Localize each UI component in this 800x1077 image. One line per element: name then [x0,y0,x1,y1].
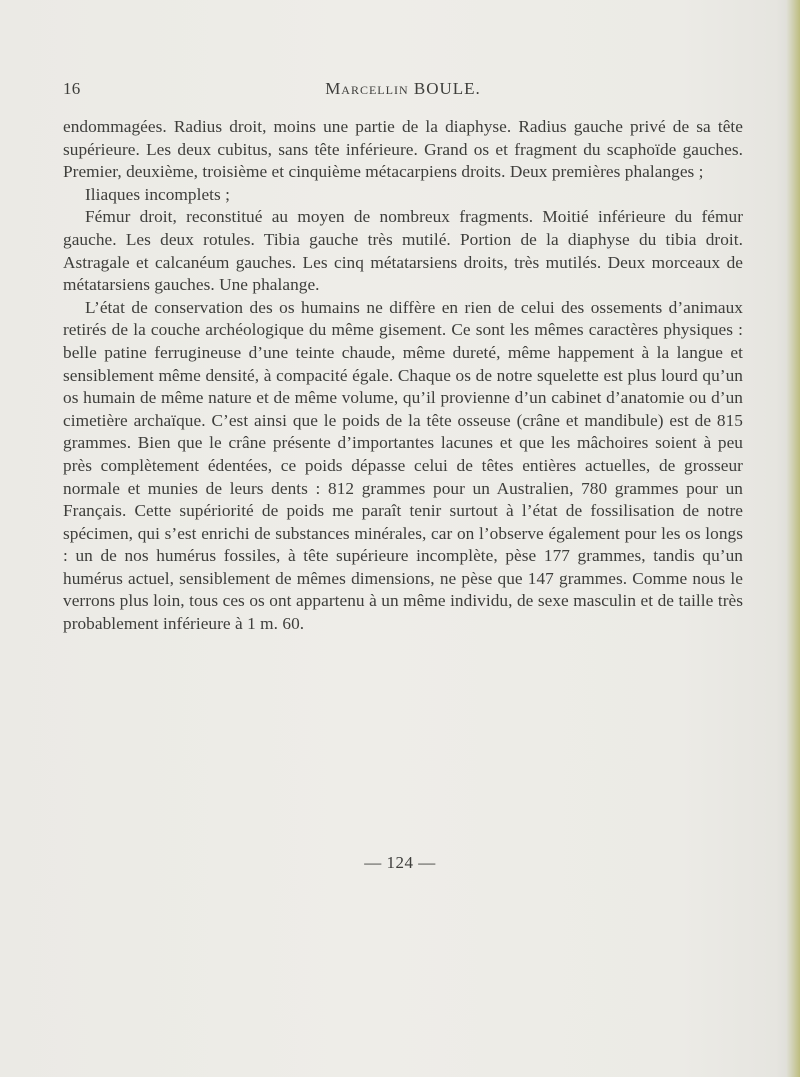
paragraph-conservation: L’état de conservation des os humains ne diffère en rien de celui des ossements d’animaux retirés de la couche archéologique du même gisement. Ce sont les mêmes caractères physiques : belle patine ferrugineuse d’une teinte chaude, même dureté, même happement à la langue et sensiblement même densité, à compacité égale. Chaque os de notre squelette est plus lourd qu’un os humain de même nature et de même volume, qu’il provienne d’un cabinet d’anatomie ou d’un cimetière archaïque. C’est ainsi que le poids de la tête osseuse (crâne et mandibule) est de 815 grammes. Bien que le crâne présente d’importantes lacunes et que les mâchoires soient à peu près complètement édentées, ce poids dépasse celui de têtes entières actuelles, de grosseur normale et munies de leurs dents : 812 grammes pour un Australien, 780 grammes pour un Français. Cette supériorité de poids me paraît tenir surtout à l’état de fossilisation de notre spécimen, qui s’est enrichi de substances minérales, car on l’observe également pour les os longs : un de nos humérus fossiles, à tête supérieure incomplète, pèse 177 grammes, tandis qu’un humérus actuel, sensiblement de mêmes dimensions, ne pèse que 147 grammes. Comme nous le verrons plus loin, tous ces os ont appartenu à un même individu, de sexe masculin et de taille très probablement inférieure à 1 m. 60. [63,297,743,634]
running-head [63,79,743,101]
page-edge-discoloration [786,0,800,1077]
paragraph-iliac: Iliaques incomplets ; [85,184,231,204]
paragraph-bone-list-legs: Fémur droit, reconstitué au moyen de nombreux fragments. Moitié inférieure du fémur gauche. Les deux rotules. Tibia gauche très mutilé. Portion de la diaphyse du tibia droit. Astragale et calcanéum gauches. Les cinq métatarsiens droits, très mutilés. Deux morceaux de métatarsiens gauches. Une phalange. [63,207,743,295]
body-text [63,116,743,636]
footer-folio: — 124 — [364,853,436,872]
running-title: Marcellin BOULE. [325,79,481,98]
page-number: 16 [63,79,81,98]
paragraph-bone-list-arms: endommagées. Radius droit, moins une partie de la diaphyse. Radius gauche privé de sa tête supérieure. Les deux cubitus, sans tête inférieure. Grand os et fragment du scaphoïde gauches. Premier, deuxième, troisième et cinquième métacarpiens droits. Deux premières phalanges ; [63,117,743,182]
